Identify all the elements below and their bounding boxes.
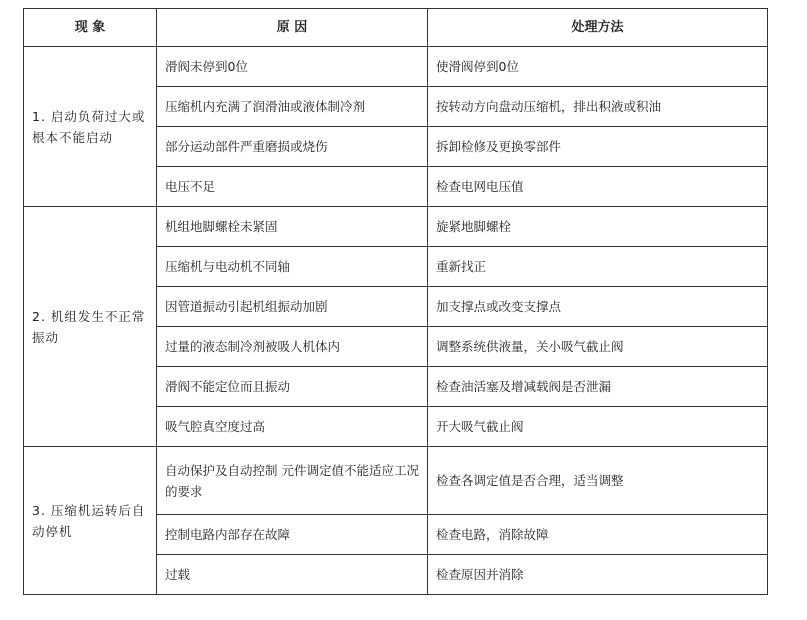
method-cell: 检查电路，消除故障 <box>428 515 768 555</box>
header-row <box>24 9 768 47</box>
cause-cell: 过量的液态制冷剂被吸人机体内 <box>157 327 428 367</box>
cause-cell: 因管道振动引起机组振动加剧 <box>157 287 428 327</box>
method-cell: 使滑阀停到0位 <box>428 47 768 87</box>
method-cell: 检查油活塞及增减载阀是否泄漏 <box>428 367 768 407</box>
method-cell: 重新找正 <box>428 247 768 287</box>
cause-cell: 控制电路内部存在故障 <box>157 515 428 555</box>
cause-cell: 滑阀未停到0位 <box>157 47 428 87</box>
cause-cell: 压缩机内充满了润滑油或液体制冷剂 <box>157 87 428 127</box>
cause-cell: 自动保护及自动控制 元件调定值不能适应工况的要求 <box>157 447 428 515</box>
cause-cell: 电压不足 <box>157 167 428 207</box>
header-phenomenon: 现 象 <box>24 9 157 47</box>
header-cause: 原 因 <box>157 9 428 47</box>
method-cell: 检查各调定值是否合理，适当调整 <box>428 447 768 515</box>
method-cell: 旋紧地脚螺栓 <box>428 207 768 247</box>
table-row <box>24 447 768 515</box>
method-cell: 拆卸检修及更换零部件 <box>428 127 768 167</box>
phenomenon-cell: 1. 启动负荷过大或根本不能启动 <box>24 47 157 207</box>
cause-cell: 部分运动部件严重磨损或烧伤 <box>157 127 428 167</box>
method-cell: 调整系统供液量，关小吸气截止阀 <box>428 327 768 367</box>
phenomenon-cell: 2. 机组发生不正常振动 <box>24 207 157 447</box>
method-cell: 按转动方向盘动压缩机，排出积液或积油 <box>428 87 768 127</box>
cause-cell: 压缩机与电动机不同轴 <box>157 247 428 287</box>
table-row <box>24 47 768 87</box>
method-cell: 开大吸气截止阀 <box>428 407 768 447</box>
method-cell: 加支撑点或改变支撑点 <box>428 287 768 327</box>
method-cell: 检查原因并消除 <box>428 555 768 595</box>
phenomenon-cell: 3. 压缩机运转后自动停机 <box>24 447 157 595</box>
cause-cell: 机组地脚螺栓未紧固 <box>157 207 428 247</box>
cause-cell: 吸气腔真空度过高 <box>157 407 428 447</box>
fault-table <box>23 8 768 595</box>
table-row <box>24 207 768 247</box>
header-method: 处理方法 <box>428 9 768 47</box>
method-cell: 检查电网电压值 <box>428 167 768 207</box>
cause-cell: 滑阀不能定位而且振动 <box>157 367 428 407</box>
cause-cell: 过载 <box>157 555 428 595</box>
